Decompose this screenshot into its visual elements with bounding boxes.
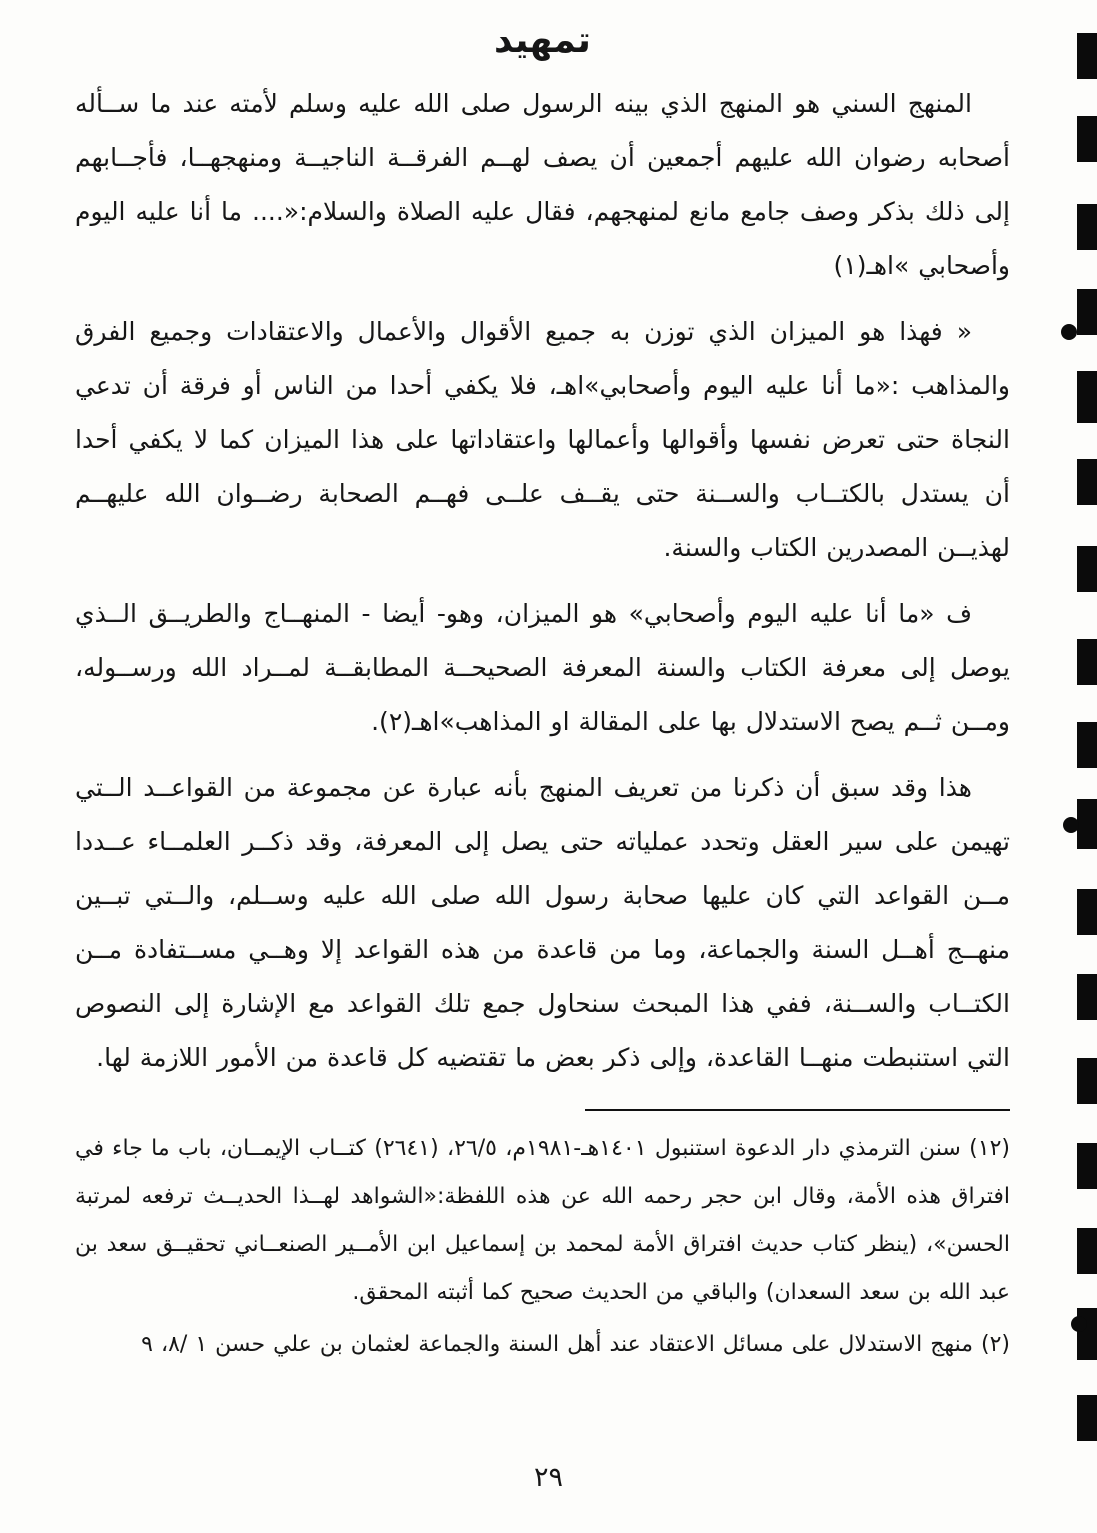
binding-dot (1071, 1316, 1087, 1332)
binding-mark (1077, 204, 1097, 250)
page-title: تمهيد (494, 20, 591, 61)
binding-mark (1077, 799, 1097, 849)
body-paragraph: هذا وقد سبق أن ذكرنا من تعريف المنهج بأنه عبارة عن مجموعة من القواعــد الــتي تهيمن على سير العقل وتحدد عملياته حتى يصل إلى المعرفة، وقد ذكــر العلمــاء عــددا مــن القواعد التي كان عليها صحابة رسول الله صلى الله عليه وســلم، والــتي تبــين منهــج أهــل السنة والجماعة، وما من قاعدة من هذه القواعد إلا وهــي مســتفادة مــن الكتــاب والســنة، ففي هذا المبحث سنحاول جمع تلك القواعد مع الإشارة إلى النصوص التي استنبطت منهــا القاعدة، وإلى ذكر بعض ما تقتضيه كل قاعدة من الأمور اللازمة لها. (75, 773, 1010, 1072)
footnote-separator (585, 1109, 1010, 1111)
binding-mark (1077, 722, 1097, 768)
binding-mark (1077, 1143, 1097, 1189)
binding-dot (1061, 324, 1077, 340)
binding-dot (1063, 817, 1079, 833)
footnote: (١٢) سنن الترمذي دار الدعوة استنبول ١٤٠١هـ-١٩٨١م، ٢٦/٥، (٢٦٤١) كتــاب الإيمــان، باب ما جاء في افتراق هذه الأمة، وقال ابن حجر رحمه الله عن هذه اللفظة:«الشواهد لهــذا الحديــث ترفعه لمرتبة الحسن»، (ينظر كتاب حديث افتراق الأمة لمحمد بن إسماعيل ابن الأمــير الصنعــاني تحقيــق سعد بن عبد الله بن سعد السعدان) والباقي من الحديث صحيح كما أثبته المحقق. (75, 1136, 1010, 1305)
body-paragraph: « فهذا هو الميزان الذي توزن به جميع الأقوال والأعمال والاعتقادات وجميع الفرق والمذاهب :«ما أنا عليه اليوم وأصحابي»اهـ، فلا يكفي أحدا من الناس أو فرقة أن تدعي النجاة حتى تعرض نفسها وأقوالها وأعمالها واعتقاداتها على هذا الميزان كما لا يكفي أحدا أن يستدل بالكتــاب والســنة حتى يقــف علــى فهــم الصحابة رضــوان الله عليهــم لهذيــن المصدرين الكتاب والسنة. (75, 317, 1010, 562)
binding-mark (1077, 116, 1097, 162)
binding-mark (1077, 1228, 1097, 1274)
binding-mark (1077, 33, 1097, 79)
page-number: ٢٩ (533, 1462, 563, 1493)
body-paragraph: المنهج السني هو المنهج الذي بينه الرسول صلى الله عليه وسلم لأمته عند ما ســأله أصحابه رضوان الله عليهم أجمعين أن يصف لهــم الفرقــة الناجيــة ومنهجهــا، فأجــابهم إلى ذلك بذكر وصف جامع مانع لمنهجهم، فقال عليه الصلاة والسلام:«.... ما أنا عليه اليوم وأصحابي »اهـ(١) (75, 89, 1010, 280)
binding-mark (1077, 459, 1097, 505)
binding-mark (1077, 1058, 1097, 1104)
footnote: (٢) منهج الاستدلال على مسائل الاعتقاد عند أهل السنة والجماعة لعثمان بن علي حسن ١ /٨، ٩ (141, 1332, 1010, 1357)
binding-mark (1077, 639, 1097, 685)
body-text (75, 77, 1010, 1085)
body-paragraph: ف «ما أنا عليه اليوم وأصحابي» هو الميزان، وهو- أيضا - المنهــاج والطريــق الــذي يوصل إلى معرفة الكتاب والسنة المعرفة الصحيحــة المطابقــة لمــراد الله ورســوله، ومــن ثــم يصح الاستدلال بها على المقالة او المذاهب»اهـ(٢). (75, 599, 1010, 736)
binding-mark (1077, 1395, 1097, 1441)
binding-mark (1077, 974, 1097, 1020)
binding-mark (1077, 546, 1097, 592)
footnotes-section (75, 1125, 1010, 1369)
binding-mark (1077, 289, 1097, 335)
binding-mark (1077, 889, 1097, 935)
binding-mark (1077, 371, 1097, 423)
